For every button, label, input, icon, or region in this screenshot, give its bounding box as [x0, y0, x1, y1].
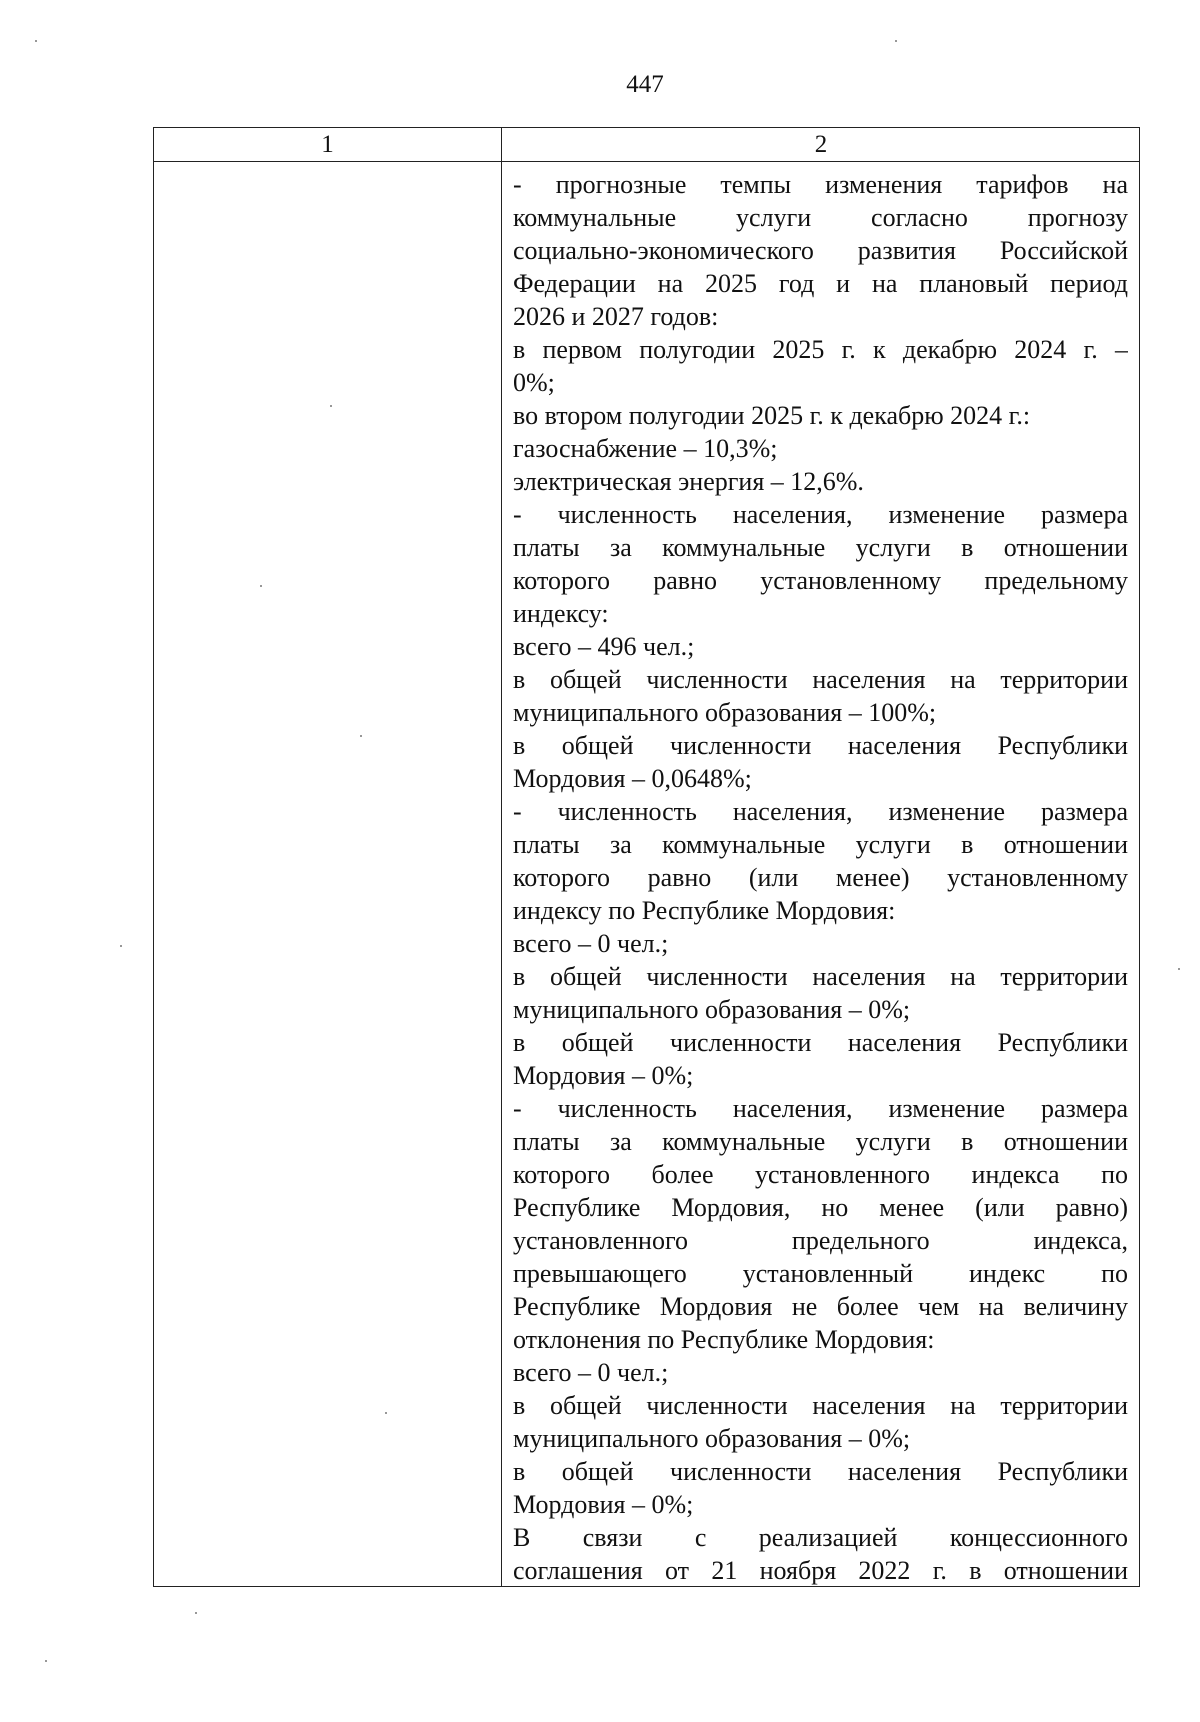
text-line: В связи с реализацией концессионного — [513, 1523, 1128, 1552]
text-line: всего – 496 чел.; — [513, 632, 695, 661]
column-divider — [501, 128, 502, 1586]
text-line: 0%; — [513, 368, 555, 397]
text-line: Мордовия – 0,0648%; — [513, 764, 752, 793]
text-line: платы за коммунальные услуги в отношении — [513, 830, 1128, 859]
scan-speck — [120, 945, 122, 947]
text-line: Республике Мордовия не более чем на величину — [513, 1292, 1128, 1321]
page-number: 447 — [626, 71, 664, 98]
text-line: в общей численности населения Республики — [513, 1028, 1128, 1057]
text-line: индексу по Республике Мордовия: — [513, 896, 896, 925]
scan-speck — [330, 405, 332, 407]
text-line: Мордовия – 0%; — [513, 1490, 694, 1519]
text-line: - численность населения, изменение размера — [513, 797, 1128, 826]
text-line: платы за коммунальные услуги в отношении — [513, 1127, 1128, 1156]
scan-speck — [895, 40, 897, 42]
text-line: Республике Мордовия, но менее (или равно) — [513, 1193, 1128, 1222]
document-table — [153, 127, 1140, 1587]
text-line: в общей численности населения Республики — [513, 1457, 1128, 1486]
column-header-2: 2 — [814, 131, 828, 158]
text-line: муниципального образования – 100%; — [513, 698, 937, 727]
text-line: в первом полугодии 2025 г. к декабрю 2024 г. – — [513, 335, 1128, 364]
text-line: индексу: — [513, 599, 609, 628]
scan-speck — [1178, 968, 1180, 970]
text-line: которого более установленного индекса по — [513, 1160, 1128, 1189]
text-line: - прогнозные темпы изменения тарифов на — [513, 170, 1128, 199]
text-line: Мордовия – 0%; — [513, 1061, 694, 1090]
text-line: которого равно (или менее) установленному — [513, 863, 1128, 892]
scan-speck — [195, 1612, 197, 1614]
column-2-text — [513, 168, 1128, 1587]
text-line: - численность населения, изменение размера — [513, 500, 1128, 529]
text-line: в общей численности населения Республики — [513, 731, 1128, 760]
text-line: муниципального образования – 0%; — [513, 1424, 911, 1453]
text-line: электрическая энергия – 12,6%. — [513, 467, 864, 496]
scan-speck — [35, 40, 37, 42]
text-line: Федерации на 2025 год и на плановый период — [513, 269, 1128, 298]
text-line: - численность населения, изменение размера — [513, 1094, 1128, 1123]
scan-speck — [260, 585, 262, 587]
text-line: превышающего установленный индекс по — [513, 1259, 1128, 1288]
text-line: соглашения от 21 ноября 2022 г. в отношении — [513, 1556, 1128, 1585]
column-header-1: 1 — [321, 131, 334, 158]
text-line: всего – 0 чел.; — [513, 929, 669, 958]
text-line: во втором полугодии 2025 г. к декабрю 2024 г.: — [513, 401, 1031, 430]
text-line: в общей численности населения на территории — [513, 1391, 1128, 1420]
scan-speck — [385, 1412, 387, 1414]
text-line: в общей численности населения на территории — [513, 665, 1128, 694]
text-line: платы за коммунальные услуги в отношении — [513, 533, 1128, 562]
text-line: муниципального образования – 0%; — [513, 995, 911, 1024]
scan-speck — [360, 735, 362, 737]
text-line: газоснабжение – 10,3%; — [513, 434, 778, 463]
text-line: установленного предельного индекса, — [513, 1226, 1128, 1255]
scan-speck — [45, 1660, 47, 1662]
text-line: социально-экономического развития Российской — [513, 236, 1128, 265]
header-row-divider — [154, 161, 1139, 162]
text-line: всего – 0 чел.; — [513, 1358, 669, 1387]
text-line: коммунальные услуги согласно прогнозу — [513, 203, 1128, 232]
text-line: в общей численности населения на территории — [513, 962, 1128, 991]
text-line: отклонения по Республике Мордовия: — [513, 1325, 935, 1354]
text-line: 2026 и 2027 годов: — [513, 302, 719, 331]
text-line: которого равно установленному предельному — [513, 566, 1128, 595]
